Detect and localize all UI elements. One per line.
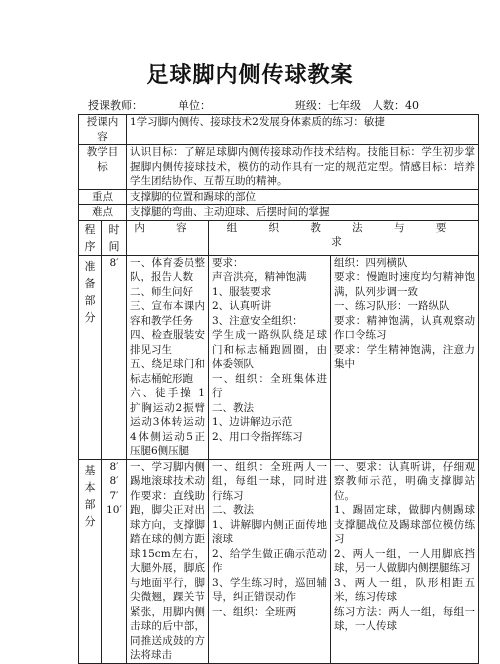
header-org: 组 织 教 法 与 要 求 bbox=[209, 220, 479, 255]
content-label: 授课内容 bbox=[79, 115, 127, 145]
goal-label: 教学目标 bbox=[79, 145, 127, 190]
header-content: 内 容 bbox=[127, 220, 209, 255]
basic-content: 一、学习脚内侧踢地滚球技术动作要求：直线助跑，脚尖正对出球方向，支撑脚踏在球的侧方距球15cm左右，大腿外展，脚底与地面平行，脚尖微翘，踝关节紧张，用脚内侧击球的后中部，同推送成鼓的方法将球击 bbox=[127, 459, 209, 663]
prep-org: 要求： 声音洪亮，精神饱满 1、服装要求 2、认真听讲 3、注意安全组织： 学生成一路纵队绕足球门和标志桶跑圆圈，由体委领队 一、组织：全班集体进行 二、教法 1、边讲解边示范 2、用口令指挥练习 bbox=[209, 255, 331, 459]
content-value: 1学习脚内侧传、接球技术2发展身体素质的练习：敏捷 bbox=[127, 115, 479, 145]
column-header-row bbox=[79, 220, 479, 255]
key-row bbox=[79, 189, 479, 205]
difficulty-label: 难点 bbox=[79, 205, 127, 221]
teacher-label: 授课教师： bbox=[88, 99, 143, 112]
prep-label: 准备部分 bbox=[79, 255, 102, 459]
basic-label: 基本部分 bbox=[79, 459, 102, 663]
unit-label: 单位： bbox=[178, 99, 211, 112]
prep-content: 一、体育委员整队，报告人数 二、师生问好 三、宣布本课内容和教学任务 四、检查服装安排见习生 五、绕足球门和标志桶蛇形跑 六、徒手操 1 扩胸运动2振臂运动3体转运动4体侧运动5正压腿6侧压腿 bbox=[127, 255, 209, 459]
basic-requirements: 一、要求：认真听讲，仔细观察教师示范，明确支撑脚站位。 1、踢固定球，做脚内侧踢球支撑腿战位及踢球部位模仿练习 2、两人一组，一人用脚底挡球，另一人做脚内侧摆腿练习 3、两人一组，队形相距五米，练习传球 练习方法：两人一组，每组一球，一人传球 bbox=[331, 459, 479, 663]
page-title: 足球脚内侧传球教案 bbox=[146, 63, 354, 88]
goal-row bbox=[79, 145, 479, 190]
difficulty-row bbox=[79, 205, 479, 221]
basic-section-row bbox=[79, 459, 479, 663]
grade-label: 班级：七年级 bbox=[295, 99, 361, 112]
basic-time: 8′ 8′ 7′ 10′ bbox=[102, 459, 127, 663]
basic-org: 一、组织：全班两人一组，每组一球，同时进行练习 二、教法 1、讲解脚内侧正面传地滚球 2、给学生做正确示范动作 3、学生练习时，巡回辅导，纠正错误动作 一、组织：全班两 bbox=[209, 459, 331, 663]
key-value: 支撑脚的位置和踢球的部位 bbox=[127, 189, 479, 205]
count-label: 人数：40 bbox=[372, 99, 419, 112]
content-row bbox=[79, 115, 479, 145]
prep-section-row bbox=[79, 255, 479, 459]
key-label: 重点 bbox=[79, 189, 127, 205]
goal-value: 认识目标：了解足球脚内侧传接球动作技术结构。技能目标：学生初步掌握脚内侧传接球技术，模仿的动作具有一定的规范定型。情感目标：培养学生团结协作、互帮互助的精神。 bbox=[127, 145, 479, 190]
header-seq: 程序 bbox=[79, 220, 102, 255]
difficulty-value: 支撑腿的弯曲、主动迎球、后摆时间的掌握 bbox=[127, 205, 479, 221]
lesson-plan-table bbox=[78, 114, 479, 664]
header-time: 时间 bbox=[102, 220, 127, 255]
prep-requirements: 组织：四列横队 要求：慢跑时速度均匀精神饱满，队列步调一致 一、练习队形：一路纵队 要求：精神饱满，认真观察动作口令练习 要求：学生精神饱满，注意力集中 bbox=[331, 255, 479, 459]
prep-time: 8′ bbox=[102, 255, 127, 459]
